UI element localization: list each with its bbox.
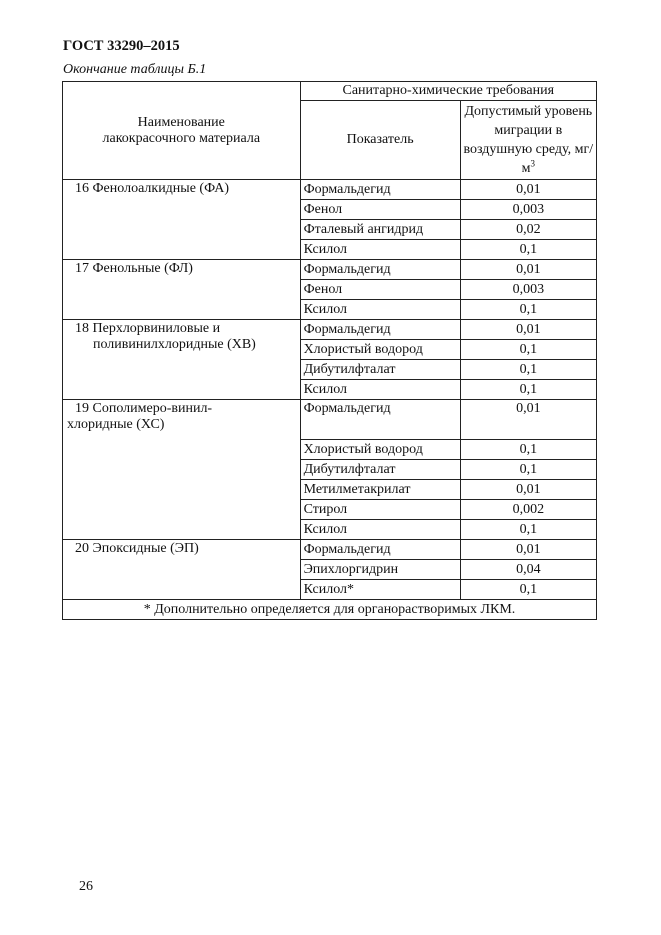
table-row bbox=[63, 400, 597, 440]
limit-value-cell: 0,01 bbox=[460, 180, 596, 200]
table-row bbox=[63, 180, 597, 200]
limit-value-cell: 0,1 bbox=[460, 440, 596, 460]
column-header-limit bbox=[460, 101, 596, 180]
column-group-header: Санитарно-химические требования bbox=[300, 82, 596, 101]
material-name-continued: хлоридные (ХС) bbox=[67, 417, 165, 432]
limit-value-cell: 0,04 bbox=[460, 560, 596, 580]
indicator-cell: Стирол bbox=[300, 500, 460, 520]
indicator-cell: Формальдегид bbox=[300, 180, 460, 200]
column-header-material-name bbox=[63, 82, 301, 180]
indicator-cell: Дибутилфталат bbox=[300, 460, 460, 480]
footnote: * Дополнительно определяется для органорастворимых ЛКМ. bbox=[63, 600, 597, 620]
indicator-cell: Ксилол* bbox=[300, 580, 460, 600]
limit-value-cell: 0,1 bbox=[460, 340, 596, 360]
limit-value-cell: 0,1 bbox=[460, 300, 596, 320]
material-name-cell bbox=[63, 400, 301, 540]
column-header-limit-text: Допустимый уровень миграции в воздушную среду, мг/м bbox=[463, 104, 594, 176]
limit-value-cell: 0,1 bbox=[460, 240, 596, 260]
requirements-table bbox=[62, 81, 597, 620]
material-name-continued: поливинилхлоридные (ХВ) bbox=[93, 337, 256, 352]
indicator-cell: Формальдегид bbox=[300, 540, 460, 560]
header-row-group bbox=[63, 82, 597, 101]
indicator-cell: Метилметакрилат bbox=[300, 480, 460, 500]
limit-value-cell: 0,1 bbox=[460, 580, 596, 600]
indicator-cell: Ксилол bbox=[300, 240, 460, 260]
material-name: 18 Перхлорвиниловые и bbox=[75, 321, 221, 336]
limit-value-cell: 0,1 bbox=[460, 380, 596, 400]
column-header-material-name-text: Наименование лакокрасочного материала bbox=[102, 114, 261, 146]
table-row bbox=[63, 260, 597, 280]
limit-value-cell: 0,02 bbox=[460, 220, 596, 240]
material-name-cell bbox=[63, 180, 301, 260]
limit-value-cell: 0,01 bbox=[460, 480, 596, 500]
table-caption: Окончание таблицы Б.1 bbox=[63, 62, 207, 77]
material-name-cell bbox=[63, 320, 301, 400]
table-row bbox=[63, 540, 597, 560]
indicator-cell: Хлористый водород bbox=[300, 440, 460, 460]
indicator-cell: Ксилол bbox=[300, 300, 460, 320]
indicator-cell: Ксилол bbox=[300, 520, 460, 540]
indicator-cell: Формальдегид bbox=[300, 260, 460, 280]
material-name: 16 Фенолоалкидные (ФА) bbox=[75, 181, 230, 196]
material-name-cell bbox=[63, 540, 301, 600]
table-row bbox=[63, 320, 597, 340]
indicator-cell: Фталевый ангидрид bbox=[300, 220, 460, 240]
footnote-row bbox=[63, 600, 597, 620]
document-title: ГОСТ 33290–2015 bbox=[63, 38, 180, 54]
limit-value-cell: 0,01 bbox=[460, 320, 596, 340]
material-name-cell bbox=[63, 260, 301, 320]
limit-value-cell: 0,1 bbox=[460, 360, 596, 380]
indicator-cell: Фенол bbox=[300, 280, 460, 300]
indicator-cell: Дибутилфталат bbox=[300, 360, 460, 380]
limit-value-cell: 0,003 bbox=[460, 200, 596, 220]
limit-value-cell: 0,002 bbox=[460, 500, 596, 520]
limit-value-cell: 0,1 bbox=[460, 460, 596, 480]
indicator-cell: Формальдегид bbox=[300, 400, 460, 440]
table-body bbox=[63, 180, 597, 600]
column-header-indicator: Показатель bbox=[300, 101, 460, 180]
column-header-limit-unit-sup: 3 bbox=[530, 158, 535, 169]
limit-value-cell: 0,003 bbox=[460, 280, 596, 300]
limit-value-cell: 0,1 bbox=[460, 520, 596, 540]
indicator-cell: Хлористый водород bbox=[300, 340, 460, 360]
indicator-cell: Фенол bbox=[300, 200, 460, 220]
indicator-cell: Ксилол bbox=[300, 380, 460, 400]
limit-value-cell: 0,01 bbox=[460, 540, 596, 560]
material-name: 19 Сополимеро-винил- bbox=[75, 401, 213, 416]
material-name: 17 Фенольные (ФЛ) bbox=[75, 261, 193, 276]
limit-value-cell: 0,01 bbox=[460, 400, 596, 440]
indicator-cell: Эпихлоргидрин bbox=[300, 560, 460, 580]
page-number: 26 bbox=[79, 879, 93, 894]
material-name: 20 Эпоксидные (ЭП) bbox=[75, 541, 199, 556]
limit-value-cell: 0,01 bbox=[460, 260, 596, 280]
indicator-cell: Формальдегид bbox=[300, 320, 460, 340]
